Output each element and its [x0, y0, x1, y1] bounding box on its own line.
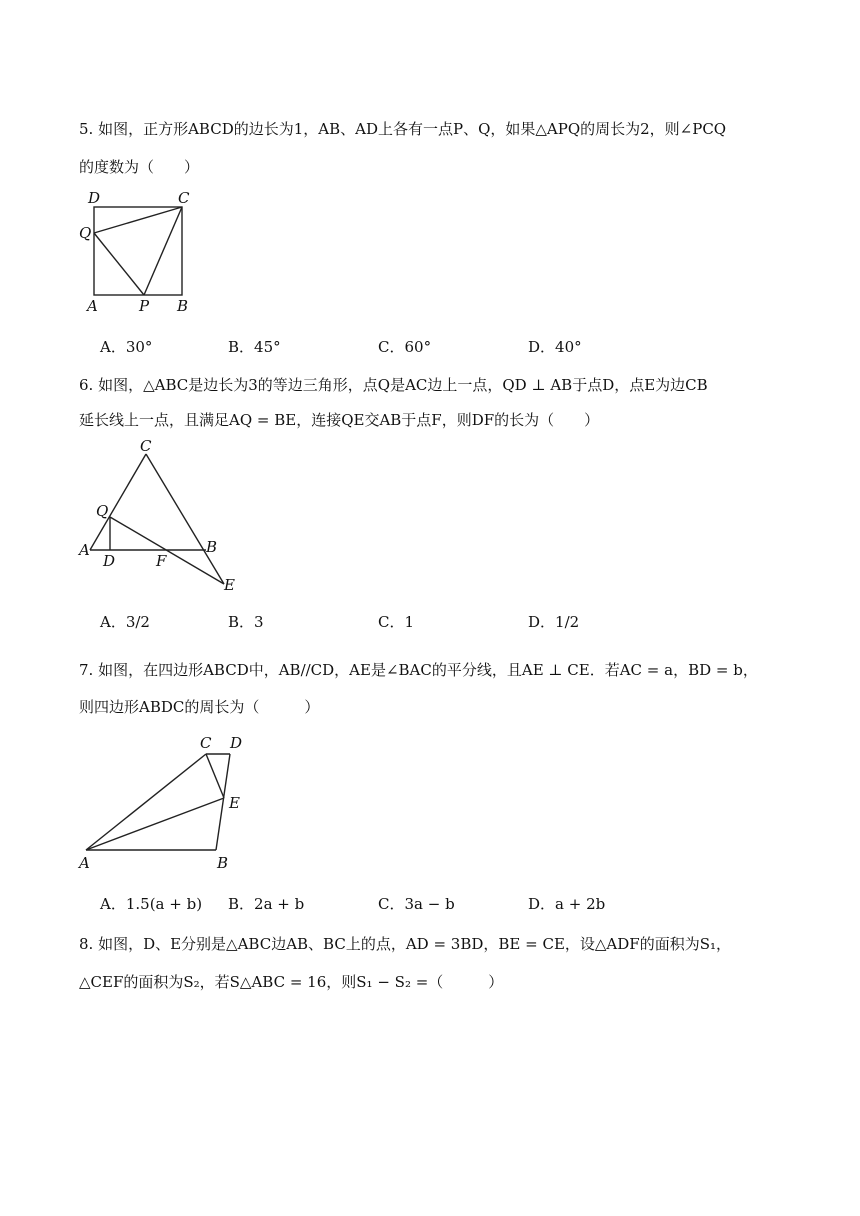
q6-option-c[interactable]: C．1 [378, 613, 415, 631]
q7-label-c: C [200, 734, 212, 752]
q7-text-line2: 则四边形ABDC的周长为（ ） [79, 698, 320, 716]
q5-label-d: D [88, 189, 101, 207]
q6-triangle-figure [76, 438, 246, 598]
q5-label-p: P [139, 297, 150, 315]
q6-label-q: Q [96, 502, 109, 520]
q6-label-d: D [103, 552, 116, 570]
q5-option-a[interactable]: A．30° [100, 338, 153, 356]
q5-label-q: Q [79, 224, 92, 242]
q7-text-line1: 7. 如图，在四边形ABCD中，AB//CD，AE是∠BAC的平分线，且AE ⊥ CE．若AC = a，BD = b， [79, 661, 758, 679]
q7-label-a: A [79, 854, 90, 872]
q5-option-d[interactable]: D．40° [528, 338, 582, 356]
q7-option-b[interactable]: B．2a + b [228, 895, 305, 913]
q6-option-a[interactable]: A．3/2 [100, 613, 150, 631]
q6-label-b: B [206, 538, 218, 556]
q7-label-e: E [229, 794, 240, 812]
q5-label-a: A [87, 297, 98, 315]
q5-label-b: B [177, 297, 189, 315]
q7-option-d[interactable]: D．a + 2b [528, 895, 606, 913]
q6-text-line1: 6. 如图，△ABC是边长为3的等边三角形，点Q是AC边上一点，QD ⊥ AB于点D，点E为边CB [79, 376, 708, 394]
q6-text-line2: 延长线上一点，且满足AQ = BE，连接QE交AB于点F，则DF的长为（ ） [79, 411, 600, 429]
q5-text-line1: 5. 如图，正方形ABCD的边长为1，AB、AD上各有一点P、Q，如果△APQ的周长为2，则∠PCQ [79, 120, 727, 138]
q8-text-line1: 8. 如图，D、E分别是△ABC边AB、BC上的点，AD = 3BD，BE = CE，设△ADF的面积为S₁， [79, 935, 731, 953]
q6-label-f: F [156, 552, 167, 570]
q7-option-a[interactable]: A．1.5(a + b) [100, 895, 203, 913]
q7-label-d: D [230, 734, 243, 752]
q6-option-b[interactable]: B．3 [228, 613, 264, 631]
q5-square-figure [78, 190, 198, 320]
q6-label-e: E [224, 576, 235, 594]
q5-label-c: C [178, 189, 190, 207]
q5-option-c[interactable]: C．60° [378, 338, 432, 356]
q5-option-b[interactable]: B．45° [228, 338, 281, 356]
q6-label-c: C [140, 437, 152, 455]
q7-label-b: B [217, 854, 229, 872]
q7-option-c[interactable]: C．3a − b [378, 895, 455, 913]
q8-text-line2: △CEF的面积为S₂，若S△ABC = 16，则S₁ − S₂ =（ ） [79, 973, 504, 991]
q7-quadrilateral-figure [76, 732, 256, 872]
q6-option-d[interactable]: D．1/2 [528, 613, 580, 631]
q6-label-a: A [79, 541, 90, 559]
q5-text-line2: 的度数为（ ） [79, 158, 200, 176]
